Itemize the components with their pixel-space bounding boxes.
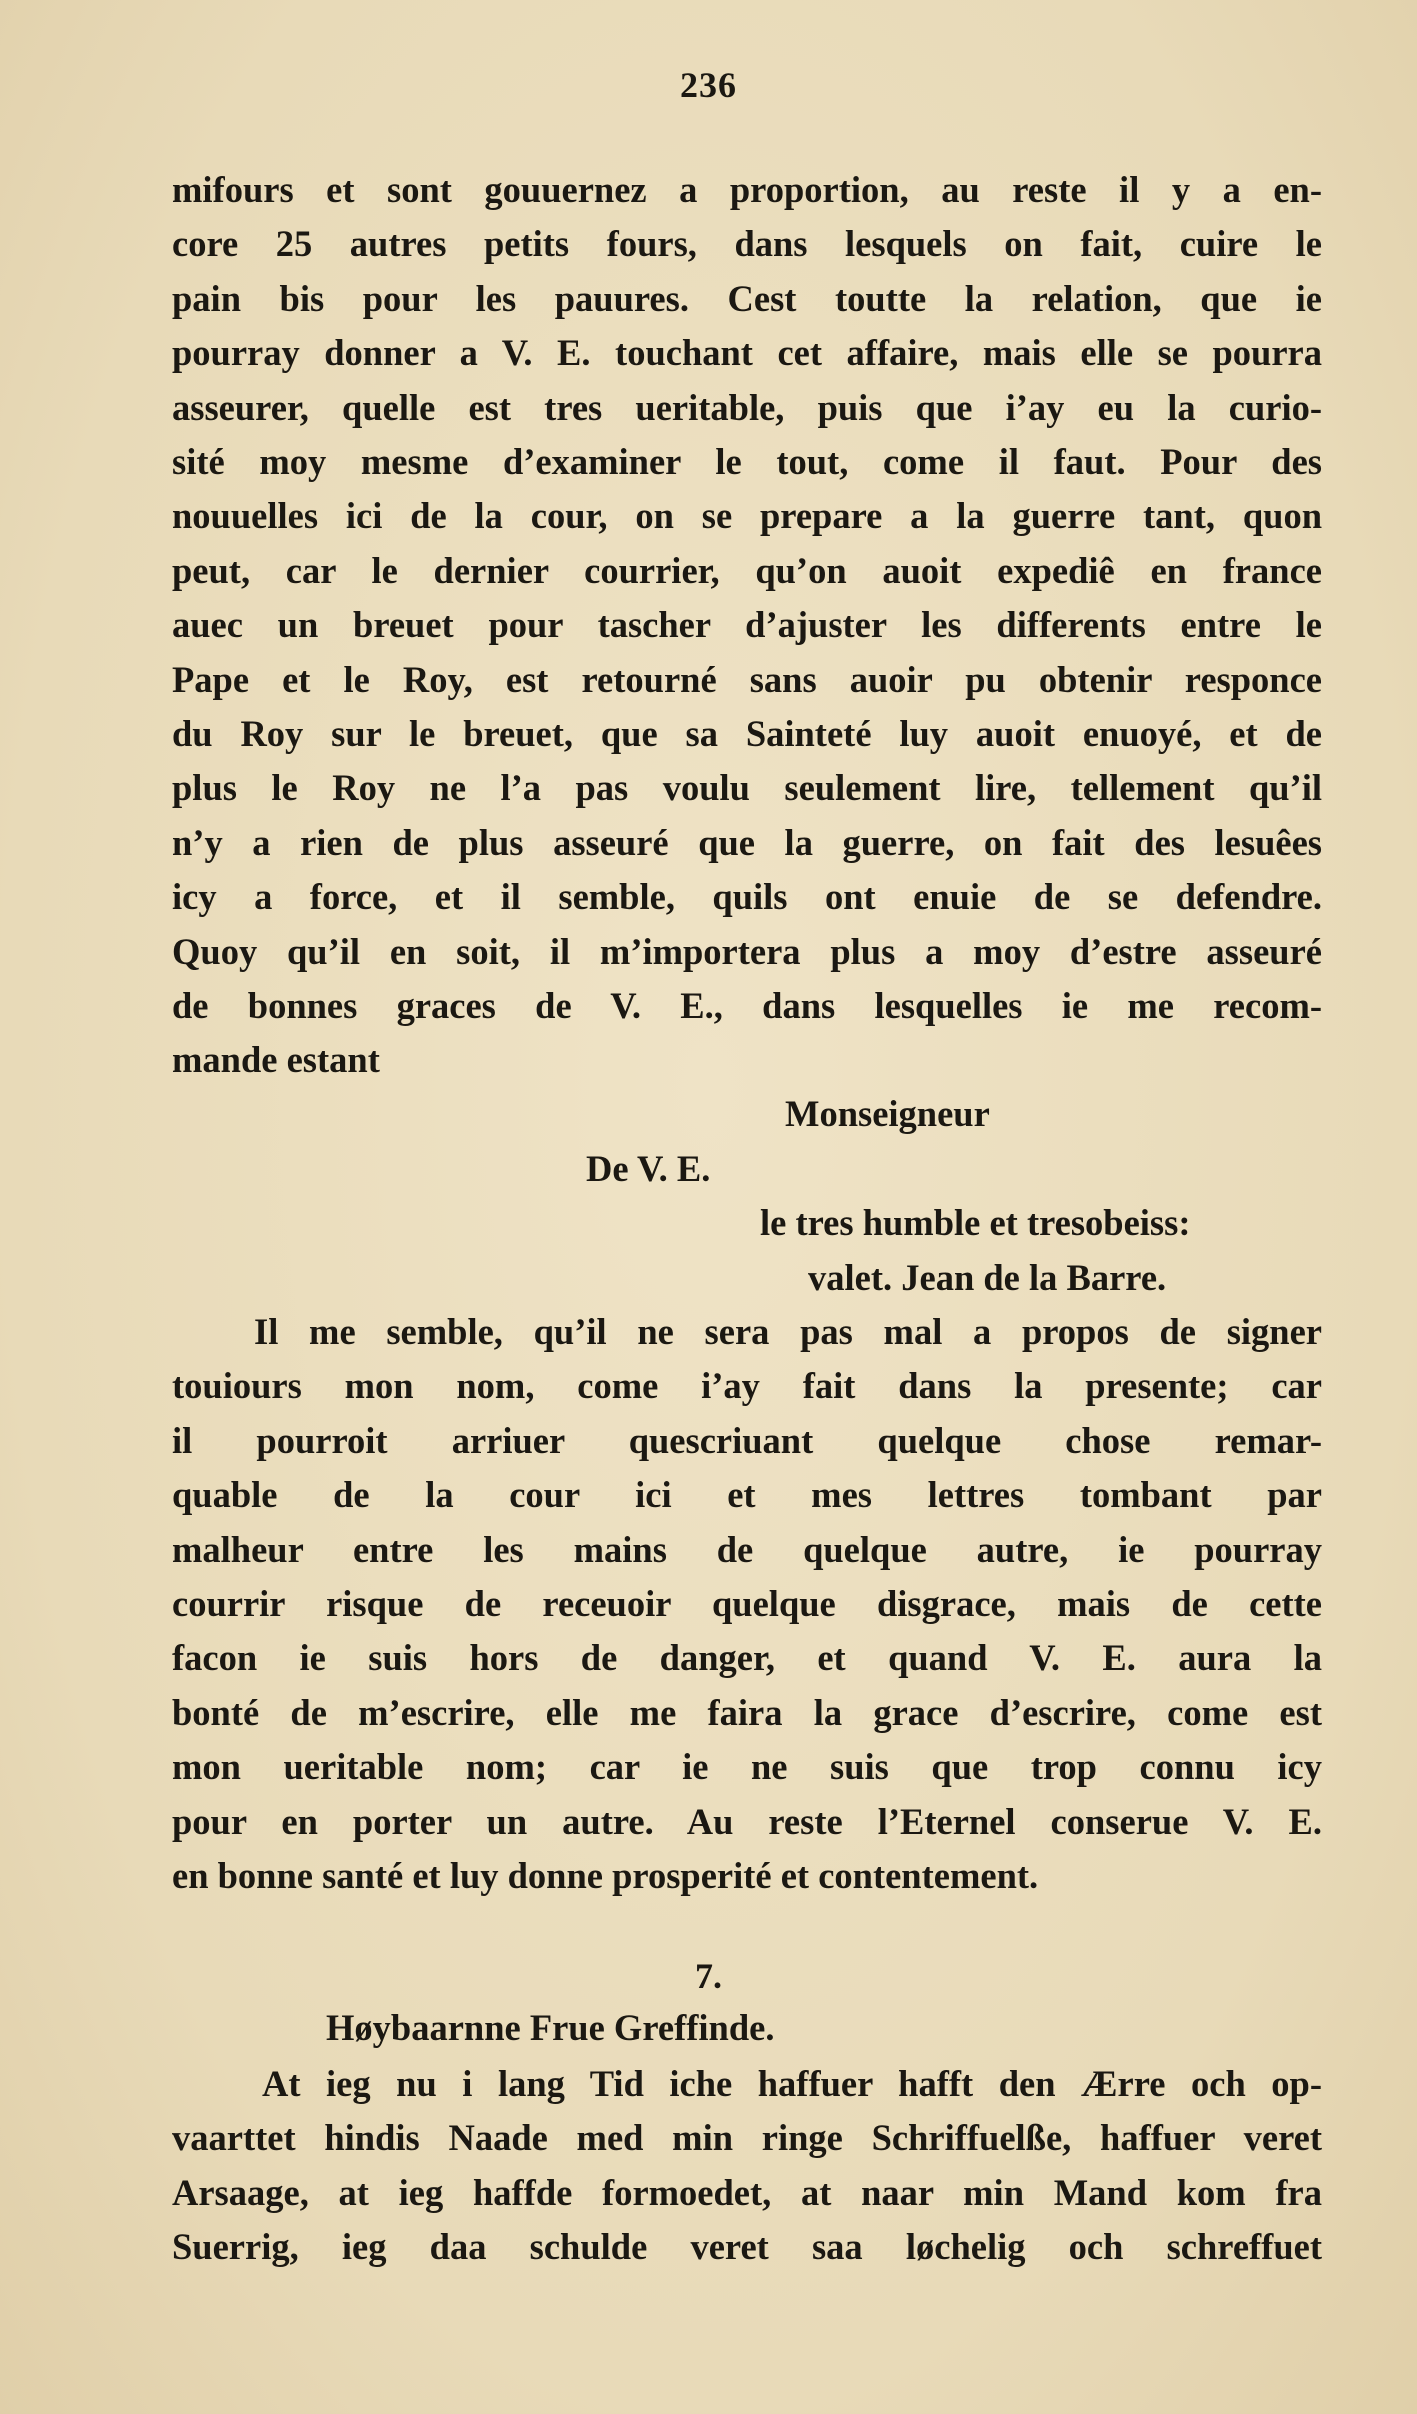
body-line: mifours et sont gouuernez a proportion, au reste il y a en- <box>172 169 1322 210</box>
postscript-line: malheur entre les mains de quelque autre, ie pourray <box>172 1529 1322 1570</box>
body-line: de bonnes graces de V. E., dans lesquelles ie me recom- <box>172 985 1322 1026</box>
body-line: Pape et le Roy, est retourné sans auoir pu obtenir responce <box>172 659 1322 700</box>
body-line: core 25 autres petits fours, dans lesquels on fait, cuire le <box>172 223 1322 264</box>
postscript-line: bonté de m’escrire, elle me faira la grace d’escrire, come est <box>172 1692 1322 1733</box>
letter-line: Arsaage, at ieg haffde formoedet, at naar min Mand kom fra <box>172 2172 1322 2213</box>
postscript-line: il pourroit arriuer quescriuant quelque chose remar- <box>172 1420 1322 1461</box>
letter-number: 7. <box>695 1956 722 1996</box>
postscript-line: courrir risque de receuoir quelque disgrace, mais de cette <box>172 1583 1322 1624</box>
letter-line: vaarttet hindis Naade med min ringe Schriffuelße, haffuer veret <box>172 2117 1322 2158</box>
body-line: plus le Roy ne l’a pas voulu seulement lire, tellement qu’il <box>172 767 1322 808</box>
body-line: asseurer, quelle est tres ueritable, puis que i’ay eu la curio- <box>172 387 1322 428</box>
body-line: pain bis pour les pauures. Cest toutte la relation, que ie <box>172 278 1322 319</box>
body-line: sité moy mesme d’examiner le tout, come il faut. Pour des <box>172 441 1322 482</box>
signature-line: le tres humble et tresobeiss: <box>760 1202 1191 1243</box>
body-line: peut, car le dernier courrier, qu’on auoit expediê en france <box>172 550 1322 591</box>
closing-of-line: De V. E. <box>586 1148 711 1189</box>
postscript-line: Il me semble, qu’il ne sera pas mal a propos de signer <box>254 1311 1322 1352</box>
postscript-line: pour en porter un autre. Au reste l’Eternel conserue V. E. <box>172 1801 1322 1842</box>
postscript-line: mon ueritable nom; car ie ne suis que trop connu icy <box>172 1746 1322 1787</box>
body-line: mande estant <box>172 1039 380 1080</box>
signature-line: valet. Jean de la Barre. <box>808 1257 1167 1298</box>
body-line: n’y a rien de plus asseuré que la guerre, on fait des lesuêes <box>172 822 1322 863</box>
body-line: icy a force, et il semble, quils ont enuie de se defendre. <box>172 876 1322 917</box>
postscript-line: en bonne santé et luy donne prosperité et contentement. <box>172 1855 1039 1896</box>
letter-line: Suerrig, ieg daa schulde veret saa løchelig och schreffuet <box>172 2226 1322 2267</box>
letter-line: At ieg nu i lang Tid iche haffuer hafft den Ærre och op- <box>262 2063 1322 2104</box>
postscript-line: facon ie suis hors de danger, et quand V. E. aura la <box>172 1637 1322 1678</box>
closing-salutation: Monseigneur <box>785 1093 990 1134</box>
body-line: pourray donner a V. E. touchant cet affaire, mais elle se pourra <box>172 332 1322 373</box>
page-number: 236 <box>680 65 737 105</box>
postscript-line: quable de la cour ici et mes lettres tombant par <box>172 1474 1322 1515</box>
letter-salutation: Høybaarnne Frue Greffinde. <box>326 2007 775 2048</box>
postscript-line: touiours mon nom, come i’ay fait dans la presente; car <box>172 1365 1322 1406</box>
body-line: du Roy sur le breuet, que sa Sainteté luy auoit enuoyé, et de <box>172 713 1322 754</box>
body-line: auec un breuet pour tascher d’ajuster les differents entre le <box>172 604 1322 645</box>
body-line: Quoy qu’il en soit, il m’importera plus a moy d’estre asseuré <box>172 931 1322 972</box>
body-line: nouuelles ici de la cour, on se prepare a la guerre tant, quon <box>172 495 1322 536</box>
